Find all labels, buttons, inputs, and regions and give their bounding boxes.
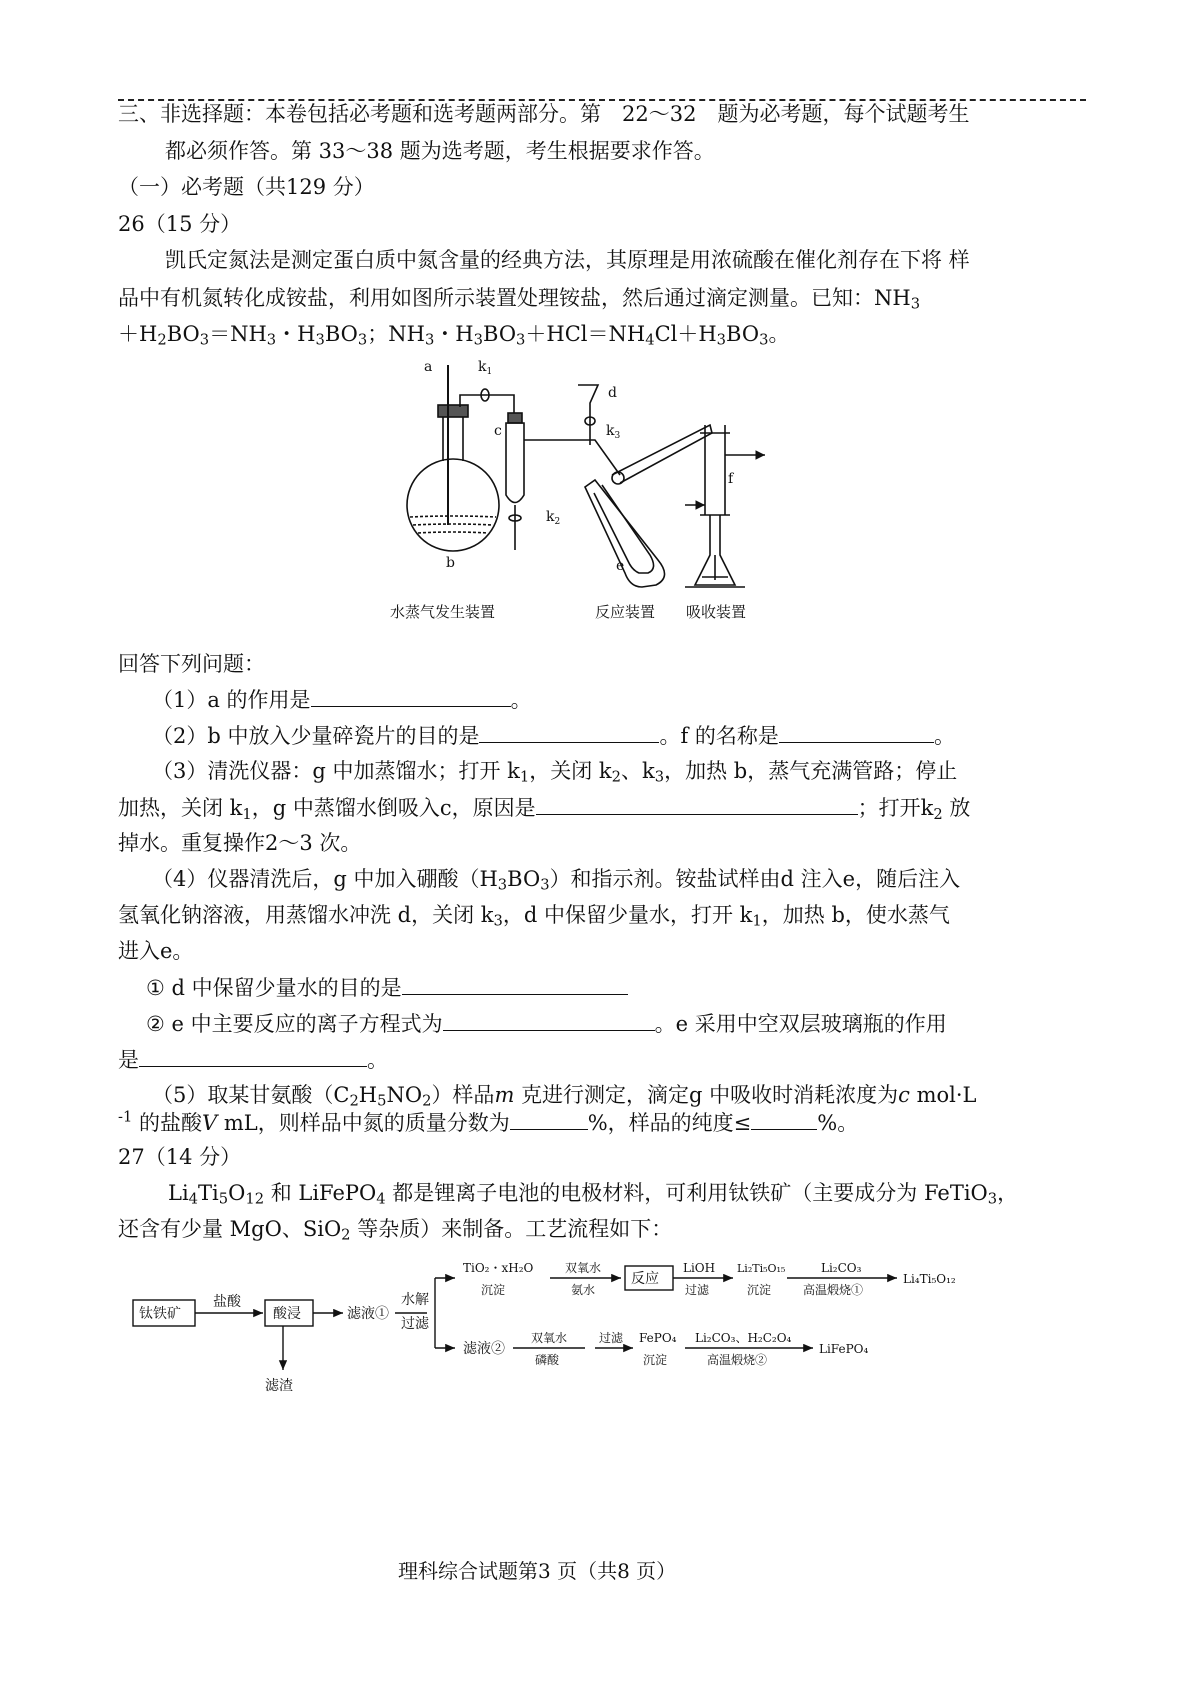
- lioh-label: LiOH: [683, 1261, 716, 1275]
- section-intro-line2: 都必须作答。第 33～38 题为选考题，考生根据要求作答。: [165, 139, 715, 163]
- residue-label: 滤渣: [265, 1378, 293, 1394]
- q27-title: 27（14 分）: [118, 1145, 242, 1169]
- hydrolysis-label: 水解: [401, 1292, 429, 1308]
- section-heading: （一）必考题（共129 分）: [118, 175, 375, 199]
- ammonia-label: 氨水: [571, 1283, 596, 1297]
- q26-part4-line1: （4）仪器清洗后，g 中加入硼酸$(H_3BO_3)$和指示剂。铵盐试样由d 注入e，随后注入: [152, 867, 961, 894]
- hcl-label: 盐酸: [213, 1294, 241, 1310]
- box-react-label: 反应: [631, 1271, 659, 1287]
- product2-label: LiFePO₄: [819, 1342, 869, 1356]
- q26-part1: （1）a 的作用是 。: [152, 683, 532, 714]
- filter-label: 过滤: [401, 1316, 429, 1332]
- q27-intro-line2: 还含有少量 MgO、SiO$_2$ 等杂质）来制备。工艺流程如下：: [118, 1217, 673, 1244]
- tio2-label: TiO₂・xH₂O: [463, 1261, 534, 1275]
- label-a: a: [424, 359, 433, 375]
- filter3-label: 过滤: [599, 1331, 624, 1345]
- page-footer: 理科综合试题第3 页（共8 页）: [398, 1559, 677, 1583]
- q26-part3-line3: 掉水。重复操作2～3 次。: [118, 831, 362, 855]
- section-intro-line1: 三、非选择题：本卷包括必考题和选考题两部分。第 22～32 题为必考题，每个试题考生: [118, 102, 970, 126]
- precip2-label: 沉淀: [747, 1283, 772, 1297]
- q26-part2: （2）b 中放入少量碎瓷片的目的是 。f 的名称是 。: [152, 719, 955, 750]
- box-leach-label: 酸浸: [273, 1306, 301, 1322]
- caption-steam-generator: 水蒸气发生装置: [390, 603, 496, 621]
- filtrate2-label: 滤液②: [463, 1341, 505, 1357]
- q26-part4-sub2: ② e 中主要反应的离子方程式为 。e 采用中空双层玻璃瓶的作用: [146, 1007, 947, 1038]
- label-b: b: [446, 555, 455, 571]
- q26-part5-line2: $^{-1}$ 的盐酸V mL，则样品中氮的质量分数为 %，样品的纯度≤ %。: [118, 1106, 858, 1137]
- reagents-label: Li₂CO₃、H₂C₂O₄: [695, 1331, 792, 1345]
- q26-part3-line2: 加热，关闭 $k_1$，g 中蒸馏水倒吸入c，原因是 ；打开$k_2$ 放: [118, 791, 970, 823]
- q26-title: 26（15 分）: [118, 212, 242, 236]
- label-k2: $k_2$: [546, 509, 561, 527]
- caption-reaction: 反应装置: [595, 603, 656, 621]
- phosphoric-label: 磷酸: [535, 1353, 560, 1367]
- fepo4-label: FePO₄: [639, 1331, 677, 1345]
- q26-intro-line3-equations: $+H_2BO_3=NH_3$・$H_3BO_3$；$NH_3$・$H_3BO_3+HCl=NH_4Cl+H_3BO_3$。: [118, 322, 790, 349]
- li2co3-label: Li₂CO₃: [821, 1261, 862, 1275]
- filter2-label: 过滤: [685, 1283, 710, 1297]
- q26-part3-line1: （3）清洗仪器：g 中加蒸馏水；打开 $k_1$，关闭 $k_2$、$k_3$，加热 b，蒸气充满管路；停止: [152, 759, 958, 786]
- label-c: c: [494, 423, 502, 439]
- q26-intro-line2: 品中有机氮转化成铵盐，利用如图所示装置处理铵盐，然后通过滴定测量。已知：$NH_3$: [118, 286, 921, 313]
- process-flow-diagram: [125, 1250, 985, 1410]
- label-d: d: [608, 385, 617, 401]
- q27-intro-line1: $Li_4Ti_5O_{12}$ 和 LiFePO$_4$ 都是锂离子电池的电极材料，可利用钛铁矿（主要成分为 FeTiO$_3$，: [168, 1181, 1019, 1208]
- q26-part4-line3: 进入e。: [118, 939, 194, 963]
- q26-part4-sub2-cont: 是 。: [118, 1043, 388, 1074]
- flask-b-shape: [407, 459, 499, 551]
- q26-part4-sub1: ① d 中保留少量水的目的是: [146, 971, 628, 1002]
- filtrate1-label: 滤液①: [347, 1306, 389, 1322]
- calcine1-label: 高温煅烧①: [803, 1283, 864, 1297]
- h2o2b-label: 双氧水: [531, 1331, 568, 1345]
- calcine2-label: 高温煅烧②: [707, 1353, 768, 1367]
- label-e: e: [616, 558, 625, 574]
- li2ti5o15-label: Li₂Ti₅O₁₅: [737, 1262, 786, 1275]
- q26-part4-line2: 氢氧化钠溶液，用蒸馏水冲洗 d，关闭 $k_3$，d 中保留少量水，打开 $k_1$，加热 b，使水蒸气: [118, 903, 950, 930]
- label-f: f: [728, 471, 734, 487]
- precip3-label: 沉淀: [643, 1353, 668, 1367]
- h2o2-label: 双氧水: [565, 1261, 602, 1275]
- answer-prompt: 回答下列问题：: [118, 652, 265, 676]
- q26-intro-line1: 凯氏定氮法是测定蛋白质中氮含量的经典方法，其原理是用浓硫酸在催化剂存在下将 样: [165, 248, 970, 272]
- box-ore-label: 钛铁矿: [139, 1306, 181, 1322]
- label-k3: $k_3$: [606, 423, 621, 441]
- product1-label: Li₄Ti₅O₁₂: [903, 1272, 956, 1286]
- caption-absorption: 吸收装置: [686, 603, 747, 621]
- q26-part5-line1: （5）取某甘氨酸$(C_2H_5NO_2)$样品m 克进行测定，滴定g 中吸收时消耗浓度为c mol·L: [152, 1083, 977, 1110]
- label-k1: $k_1$: [478, 359, 493, 377]
- kjeldahl-apparatus-figure: [380, 355, 800, 635]
- precip-label: 沉淀: [481, 1283, 506, 1297]
